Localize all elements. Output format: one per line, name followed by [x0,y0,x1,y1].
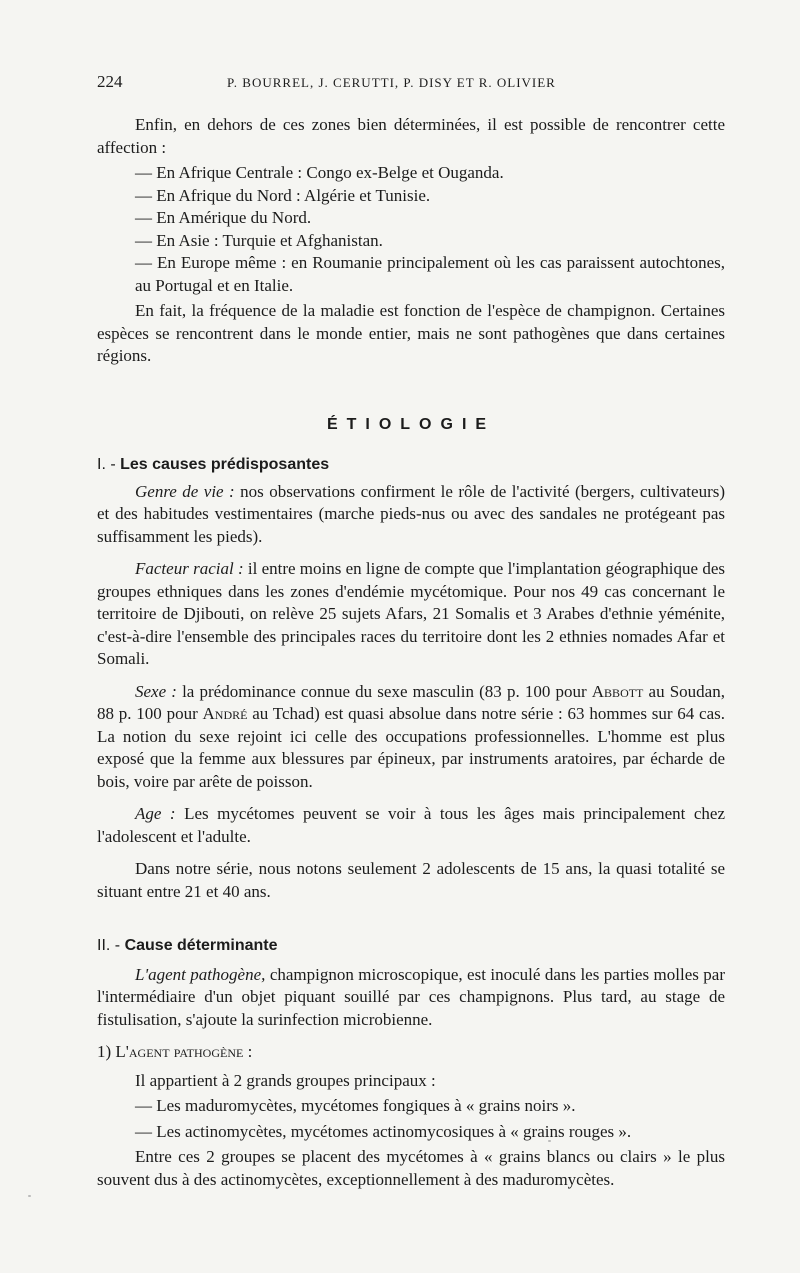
paragraph-serie: Dans notre série, nous notons seulement 2 adolescents de 15 ans, la quasi totalité se situant entre 21 et 40 ans. [97,859,725,901]
paragraph-text: la prédominance connue du sexe masculin (83 p. 100 pour [176,681,592,701]
subsection-title: Les causes prédisposantes [120,456,330,473]
heading-number: 1) [97,1042,116,1061]
page-header [97,72,725,96]
section-title-etiologie: ÉTIOLOGIE [326,415,496,433]
subsection-number: II. - [97,937,121,954]
subsection-number: I. - [97,456,116,473]
term-label: Sexe : [135,681,177,701]
region-list-item: — En Amérique du Nord. [135,208,312,227]
term-label: L'agent pathogène, [135,964,266,984]
paragraph-text: au Tchad) est quasi absolue dans notre série : 63 hommes sur 64 cas. La notion du sexe rejoint ici celle des occupations professionnelles. L'homme est plus exposé que la femme aux blessures par épineux, par instruments aratoires, par écharde de bois, voire par arête de poisson. [97,704,725,791]
author-name: André [202,704,248,723]
subsection-title: Cause déterminante [124,937,278,954]
numbered-heading-agent [97,1041,725,1064]
paragraph-sexe [97,681,725,794]
body-text [97,114,725,1191]
paragraph-text: il entre moins en ligne de compte que l'implantation géographique des groupes ethniques dans les zones d'endémie mycétomique. Pour nos 49 cas concernant le territoire de Djibouti, on relève 25 sujets Afars, 21 Somalis et 3 Arabes d'ethnie yéménite, c'est-à-dire l'ensemble des principales races du territoire dont les 2 ethnies nomades Afar et Somali. [97,559,725,668]
frequency-paragraph: En fait, la fréquence de la maladie est fonction de l'espèce de champignon. Certaines espèces se rencontrent dans le monde entier, mais ne sont pathogènes que dans certaines régions. [97,301,725,365]
group-list-item: — Les maduromycètes, mycétomes fongiques à « grains noirs ». [135,1096,576,1115]
paragraph-facteur-racial [97,558,725,671]
region-list-item: — En Asie : Turquie et Afghanistan. [135,230,383,250]
page-number: 224 [97,72,123,91]
region-list-item: — En Afrique Centrale : Congo ex-Belge et Ouganda. [135,163,504,182]
paragraph-text: Les mycétomes peuvent se voir à tous les âges mais principalement chez l'adolescent et l'adulte. [97,804,725,846]
term-label: Facteur racial : [135,559,244,578]
groups-intro: Il appartient à 2 grands groupes principaux : [135,1070,436,1090]
subsection-heading-determinant [97,935,725,958]
running-head: P. BOURREL, J. CERUTTI, P. DISY ET R. OLIVIER [227,75,556,90]
author-name: Abbott [591,681,644,701]
paragraph-agent [97,964,725,1032]
group-list-item: — Les actinomycètes, mycétomes actinomycosiques à « grains rouges ». [135,1121,632,1141]
paper-speck [28,1195,31,1197]
closing-paragraph: Entre ces 2 groupes se placent des mycétomes à « grains blancs ou clairs » le plus souvent dus à des actinomycètes, exceptionnellement à des maduromycètes. [97,1147,725,1189]
region-list-item: — En Afrique du Nord : Algérie et Tunisie. [135,185,431,205]
paragraph-text: au Soudan, 88 p. 100 pour [97,681,725,723]
paragraph-age [97,803,725,848]
subsection-heading-predisposing [97,454,725,477]
term-label: Age : [135,804,176,823]
paragraph-text: nos observations confirment le rôle de l'activité (bergers, cultivateurs) et des habitudes vestimentaires (marche pieds-nus ou avec des sandales ne protégeant pas suffisamment les pieds). [97,481,726,546]
term-label: Genre de vie : [135,481,235,501]
paper-speck [548,1140,551,1142]
intro-paragraph: Enfin, en dehors de ces zones bien déterminées, il est possible de rencontrer cette affection : [97,115,725,157]
region-list-item: — En Europe même : en Roumanie principalement où les cas paraissent autochtones, au Portugal et en Italie. [135,253,725,295]
paragraph-text: champignon microscopique, est inoculé dans les parties molles par l'intermédiaire d'un objet piquant souillé par ces champignons. Plus tard, au stage de fistulisation, s'ajoute la surinfection microbienne. [97,964,725,1029]
heading-title: L'agent pathogène : [115,1042,253,1061]
paragraph-genre-de-vie [97,481,725,549]
